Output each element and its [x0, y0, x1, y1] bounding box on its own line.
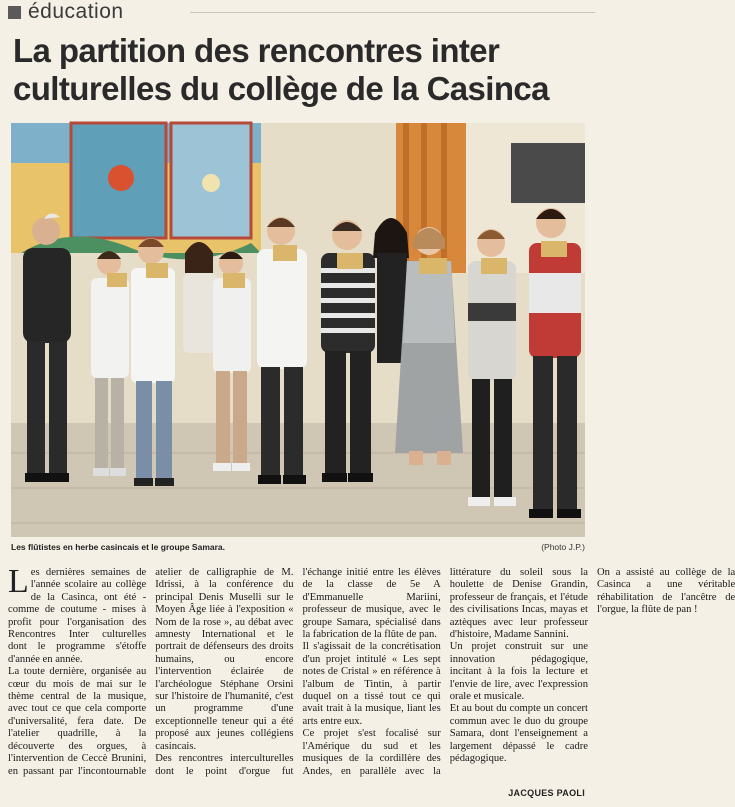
caption-text: Les flûtistes en herbe casincais et le groupe Samara. [11, 542, 226, 552]
article-body [8, 563, 735, 785]
article-paragraph: Un projet construit sur une innovation pédagogique, incitant à la fois la lecture et l'envie de lire, avec l'expression orale et musicale. [449, 641, 588, 703]
rubric-square-icon [8, 6, 21, 19]
author-signature: JACQUES PAOLI [508, 788, 585, 798]
group-photo [11, 123, 585, 537]
rubric-divider [190, 12, 595, 13]
dropcap: L [8, 563, 29, 600]
article-paragraph: Il s'agissait de la concrétisation d'un projet intitulé « Les sept notes de Cristal » en référence à l'album de Tintin, à partir duquel on a tissé tout ce qui avait trait à la musique, liant les arts entre eux. [302, 641, 441, 727]
article-headline: La partition des rencontres inter culturelles du collège de la Casinca [13, 32, 549, 107]
rubric-label: éducation [28, 0, 124, 23]
article-paragraph: Ce projet s'est focalisé sur l'Amérique du sud et les musiques de la cordillère des Andes, en parallèle avec la littérature du soleil sous la houlette de Denise Grandin, professeur de français, et l'étude des civilisations Incas, mayas et aztèques avec leur professeur d'histoire, Madame Sannini. [302, 567, 588, 777]
article-paragraph: La toute dernière, organisée au cœur du mois de mai sur le thème central de la musique, avec tout ce que cela comporte d'universalité, fera date. De l'atelier quadrille, à la découverte des orgues, à l'intervention de Ceccè Brunini, en passant par l'incontournable atelier de calligraphie de M. Idrissi, à la conférence du principal Denis Muselli sur le Moyen Âge liée à l'exposition « Nom de la rose », au débat avec amnesty International et le portrait de défenseurs des droits humains, ou encore l'intervention éclairée de l'archéologue Stéphane Orsini sur l'histoire de l'humanité, c'est un programme d'une exceptionnelle teneur qui a été proposé aux jeunes collégiens casincais. [8, 567, 294, 777]
photo-caption [11, 540, 585, 554]
photo-credit: (Photo J.P.) [541, 542, 585, 552]
article-paragraph: Et au bout du compte un concert commun avec le duo du groupe Samara, dont l'enseignement a largement dépassé le cadre pédagogique. [449, 703, 588, 765]
article-paragraph: On a assisté au collège de la Casinca a une véritable réhabilitation de l'ancêtre de l'orgue, la flûte de pan ! [597, 567, 735, 616]
section-rubric [8, 0, 124, 24]
article-paragraph: Les dernières semaines de l'année scolaire au collège de la Casinca, ont été - comme de coutume - mises à profit pour l'organisation des Rencontres Inter culturelles dont le programme s'étoffe d'année en année. [8, 563, 147, 665]
article-paragraph: Des rencontres interculturelles dont le point d'orgue fut l'échange initié entre les élèves de la classe de 5e A d'Emmanuelle Mariini, professeur de musique, avec le groupe Samara, spécialisé dans la fabrication de la flûte de pan. [155, 567, 441, 777]
